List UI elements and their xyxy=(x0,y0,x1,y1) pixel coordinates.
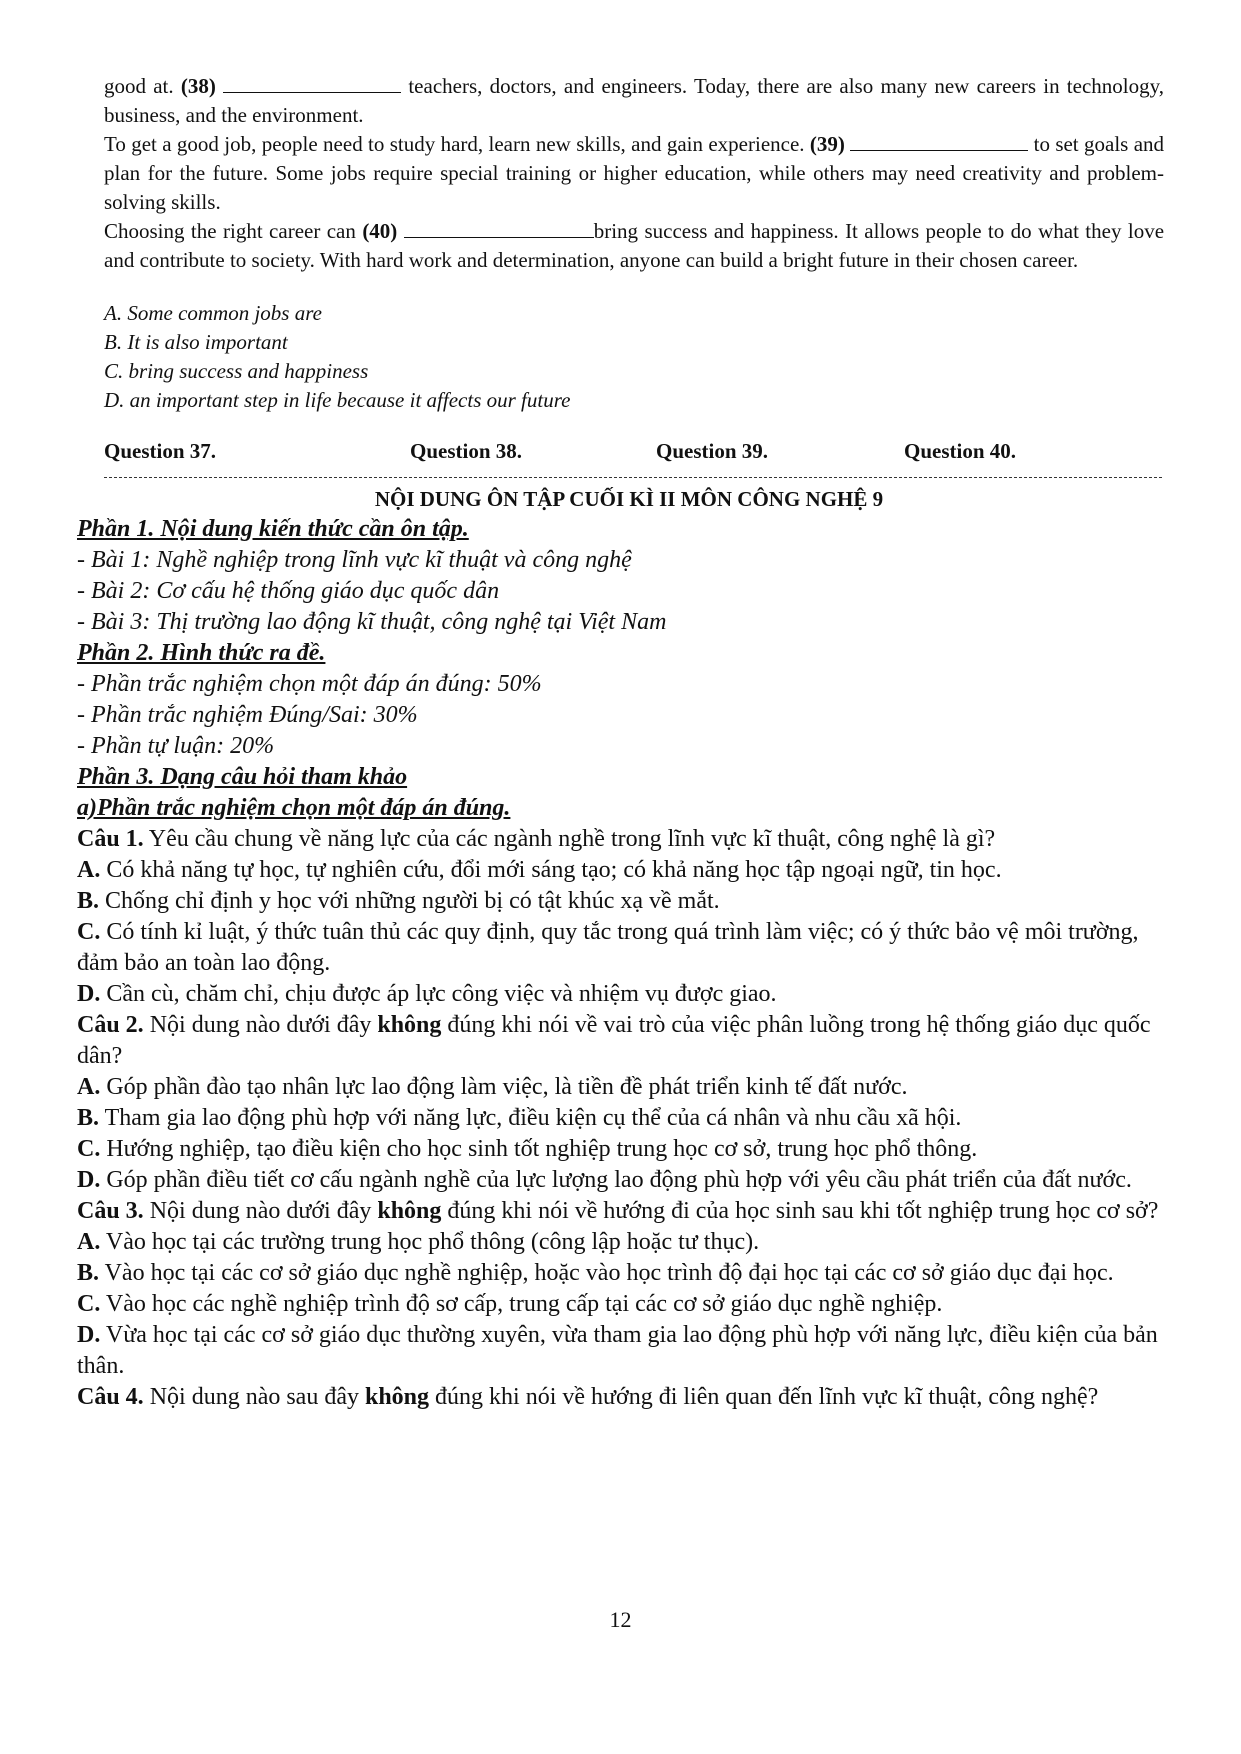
question-text: Yêu cầu chung về năng lực của các ngành nghề trong lĩnh vực kĩ thuật, công nghệ là gì? xyxy=(148,826,996,852)
passage-text: Choosing the right career can xyxy=(104,219,356,243)
answer-b xyxy=(77,886,1167,917)
answer-c xyxy=(77,1289,1167,1320)
answer-d xyxy=(77,1165,1167,1196)
question-text: Nội dung nào sau đây xyxy=(149,1384,359,1410)
answer-text: Góp phần điều tiết cơ cấu ngành nghề của lực lượng lao động phù hợp với yêu cầu phát triển của đất nước. xyxy=(106,1167,1132,1193)
review-content xyxy=(77,514,1167,1413)
answer-letter: C. xyxy=(77,919,101,945)
answer-letter: D. xyxy=(77,1322,101,1348)
answer-letter: D. xyxy=(77,1167,101,1193)
passage-text: teachers, doctors, and engineers. Today, there are also many new careers in technology, business, and the environment. xyxy=(104,74,1165,127)
question-emphasis: không xyxy=(377,1012,442,1038)
answer-blank-38 xyxy=(223,74,401,93)
question-37-label: Question 37. xyxy=(104,439,217,463)
blank-number-40: (40) xyxy=(362,219,398,243)
passage-text: good at. xyxy=(104,74,174,98)
answer-options xyxy=(104,299,1164,415)
answer-text: Vừa học tại các cơ sở giáo dục thường xuyên, vừa tham gia lao động phù hợp với năng lực, điều kiện của bản thân. xyxy=(77,1322,1158,1379)
answer-a xyxy=(77,1227,1167,1258)
part3-heading: Phần 3. Dạng câu hỏi tham khảo xyxy=(77,764,408,790)
answer-b xyxy=(77,1258,1167,1289)
answer-a xyxy=(77,1072,1167,1103)
passage-text: to set goals and plan for the future. Some jobs require special training or higher education, while others may need creativity and problem-solving skills. xyxy=(104,132,1165,214)
answer-text: Hướng nghiệp, tạo điều kiện cho học sinh tốt nghiệp trung học cơ sở, trung học phổ thông. xyxy=(106,1136,978,1162)
answer-text: Có khả năng tự học, tự nghiên cứu, đổi mới sáng tạo; có khả năng học tập ngoại ngữ, tin học. xyxy=(106,857,1002,883)
part2-item: - Phần trắc nghiệm chọn một đáp án đúng: 50% xyxy=(77,671,542,697)
question-label: Câu 2. xyxy=(77,1012,144,1038)
question-text: đúng khi nói về vai trò của việc phân luồng trong hệ thống giáo dục quốc dân? xyxy=(77,1012,1151,1069)
part2-item: - Phần tự luận: 20% xyxy=(77,733,275,759)
question-answer-row xyxy=(104,439,1164,471)
answer-letter: D. xyxy=(77,981,101,1007)
question-1 xyxy=(77,824,1167,855)
answer-letter: A. xyxy=(77,1229,101,1255)
answer-c xyxy=(77,1134,1167,1165)
question-emphasis: không xyxy=(364,1384,430,1410)
question-text: đúng khi nói về hướng đi liên quan đến lĩnh vực kĩ thuật, công nghệ? xyxy=(435,1384,1099,1410)
part1-item: - Bài 1: Nghề nghiệp trong lĩnh vực kĩ thuật và công nghệ xyxy=(77,547,632,573)
answer-letter: A. xyxy=(77,1074,101,1100)
answer-text: Vào học tại các trường trung học phổ thông (công lập hoặc tư thục). xyxy=(105,1229,760,1255)
answer-c xyxy=(77,917,1167,979)
answer-text: Vào học tại các cơ sở giáo dục nghề nghiệp, hoặc vào học trình độ đại học tại các cơ sở giáo dục đại học. xyxy=(104,1260,1114,1286)
option-d: D. an important step in life because it affects our future xyxy=(104,388,571,412)
question-text: đúng khi nói về hướng đi của học sinh sau khi tốt nghiệp trung học cơ sở? xyxy=(447,1198,1159,1224)
passage-paragraph-2 xyxy=(104,130,1164,217)
question-text: Nội dung nào dưới đây xyxy=(149,1198,372,1224)
question-2 xyxy=(77,1010,1167,1072)
question-text: Nội dung nào dưới đây xyxy=(149,1012,372,1038)
part1-item: - Bài 2: Cơ cấu hệ thống giáo dục quốc dân xyxy=(77,578,500,604)
option-c: C. bring success and happiness xyxy=(104,359,369,383)
answer-text: Chống chỉ định y học với những người bị có tật khúc xạ về mắt. xyxy=(105,888,720,914)
answer-text: Tham gia lao động phù hợp với năng lực, điều kiện cụ thể của cá nhân và nhu cầu xã hội. xyxy=(104,1105,962,1131)
option-a: A. Some common jobs are xyxy=(104,301,322,325)
answer-text: Có tính kỉ luật, ý thức tuân thủ các quy định, quy tắc trong quá trình làm việc; có ý thức bảo vệ môi trường, đảm bảo an toàn lao động. xyxy=(77,919,1139,976)
answer-text: Vào học các nghề nghiệp trình độ sơ cấp, trung cấp tại các cơ sở giáo dục nghề nghiệp. xyxy=(105,1291,943,1317)
answer-d xyxy=(77,1320,1167,1382)
question-label: Câu 1. xyxy=(77,826,144,852)
part3-subheading: a)Phần trắc nghiệm chọn một đáp án đúng. xyxy=(77,795,511,821)
answer-b xyxy=(77,1103,1167,1134)
question-40-label: Question 40. xyxy=(904,439,1017,463)
question-39-label: Question 39. xyxy=(656,439,769,463)
question-3 xyxy=(77,1196,1167,1227)
answer-letter: B. xyxy=(77,888,100,914)
answer-d xyxy=(77,979,1167,1010)
answer-blank-40 xyxy=(404,219,594,238)
option-b: B. It is also important xyxy=(104,330,288,354)
blank-number-38: (38) xyxy=(180,74,216,98)
answer-letter: C. xyxy=(77,1291,101,1317)
answer-letter: C. xyxy=(77,1136,101,1162)
answer-blank-39 xyxy=(850,132,1028,151)
passage-paragraph-3 xyxy=(104,217,1164,275)
answer-text: Cần cù, chăm chỉ, chịu được áp lực công việc và nhiệm vụ được giao. xyxy=(106,981,777,1007)
part1-item: - Bài 3: Thị trường lao động kĩ thuật, công nghệ tại Việt Nam xyxy=(77,609,667,635)
answer-letter: B. xyxy=(77,1105,100,1131)
question-emphasis: không xyxy=(377,1198,442,1224)
answer-letter: A. xyxy=(77,857,101,883)
part1-heading: Phần 1. Nội dung kiến thức cần ôn tập. xyxy=(77,516,469,542)
review-title: NỘI DUNG ÔN TẬP CUỐI KÌ II MÔN CÔNG NGHỆ 9 xyxy=(374,487,884,511)
blank-number-39: (39) xyxy=(809,132,845,156)
question-4 xyxy=(77,1382,1167,1413)
passage-text: bring success and happiness. It allows people to do what they love and contribute to society. With hard work and determination, anyone can build a bright future in their chosen career. xyxy=(104,219,1165,272)
question-label: Câu 4. xyxy=(77,1384,144,1410)
question-label: Câu 3. xyxy=(77,1198,144,1224)
answer-text: Góp phần đào tạo nhân lực lao động làm việc, là tiền đề phát triển kinh tế đất nước. xyxy=(106,1074,908,1100)
part2-item: - Phần trắc nghiệm Đúng/Sai: 30% xyxy=(77,702,418,728)
document-page xyxy=(77,72,1165,1413)
question-38-label: Question 38. xyxy=(410,439,523,463)
passage-text: To get a good job, people need to study hard, learn new skills, and gain experience. xyxy=(104,132,805,156)
answer-letter: B. xyxy=(77,1260,100,1286)
answer-a xyxy=(77,855,1167,886)
page-number: 12 xyxy=(609,1607,632,1632)
part2-heading: Phần 2. Hình thức ra đề. xyxy=(77,640,326,666)
passage-paragraph-1 xyxy=(104,72,1164,130)
